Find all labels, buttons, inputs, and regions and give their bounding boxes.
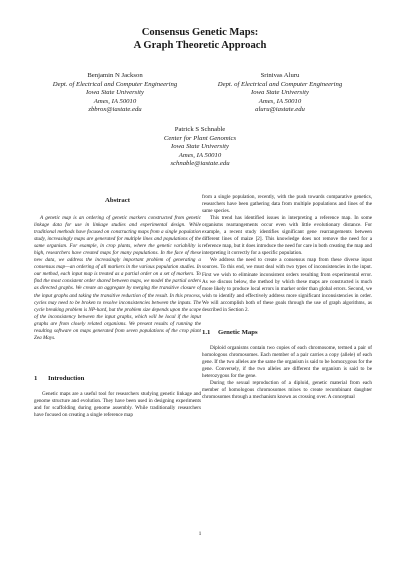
author-univ: Iowa State University xyxy=(171,143,229,151)
intro-paragraph-continued: from a single population, recently, with the push towards comparative genetics, researchers have been gathering data from multiple populations and lines of the same species. xyxy=(202,194,372,215)
author-block-1 xyxy=(40,72,190,115)
section-title: Genetic Maps xyxy=(218,328,258,336)
section-title: Introduction xyxy=(48,374,85,382)
author-city: Ames, IA 50010 xyxy=(178,151,222,159)
paper-title xyxy=(0,26,400,52)
genetic-maps-paragraph-2: During the sexual reproduction of a diploid, genetic material from each member of homologous chromosomes mixes to create recombinant daughter chromosomes through a mechanism known as crossing over. A conceptual xyxy=(202,380,372,401)
author-name: Srinivas Aluru xyxy=(260,72,300,79)
title-line-1: Consensus Genetic Maps: xyxy=(141,27,259,38)
intro-paragraph-3: We address the need to create a consensus map from these diverse input sources. To this end, we must deal with two types of inconsistencies in the input. First we wish to eliminate inconsistent orders resulting from experimental error. As we discuss below, the method by which these maps are constructed is much more likely to produce local errors in marker order than global errors. Second, we wish to identify and effectively address more significant inconsistencies in order. We will accomplish both of these goals through the use of graph algorithms, as described in Section 2. xyxy=(202,257,372,313)
abstract-text: A genetic map is an ordering of genetic markers constructed from genetic linkage data for use in linkage studies and experimental design. While traditional methods have focused on constructing maps from a single population study, increasingly maps are generated for multiple lines and populations of the same organism. For example, in crop plants, where the genetic variability is high, researchers have created maps for many populations. In the face of these new data, we address the increasingly important problem of generating a consensus map—an ordering of all markers in the various population studies. In our method, each input map is treated as a partial order on a set of markers. To find the most consistent order shared between maps, we model the partial orders as directed graphs. We create an aggregate by merging the transitive closure of the input graphs and taking the transitive reduction of the result. In this process, cycles may need to be broken to resolve inconsistencies between the inputs. The cycle breaking problem is NP-hard, but the problem size depends upon the scope of the inconsistency between the input graphs, which will be local if the input graphs are from closely related organisms. We present results of running the resulting software on maps generated from seven populations of the crop plant Zea Mays. xyxy=(34,215,201,341)
author-name: Benjamin N Jackson xyxy=(87,72,143,79)
section-heading-genetic-maps xyxy=(202,328,372,337)
author-dept: Dept. of Electrical and Computer Engineering xyxy=(217,80,343,88)
right-column xyxy=(202,194,372,401)
author-email: schnable@iastate.edu xyxy=(170,160,230,168)
genetic-maps-paragraph-1: Diploid organisms contain two copies of each chromosome, termed a pair of homologous chromosomes. Each member of a pair carries a copy (allele) of each gene. If the two alleles are the same the organism is said to be homozygous for the gene. Conversely, if the two alleles are different the organism is said to be heterozygous for the gene. xyxy=(202,344,372,379)
author-univ: Iowa State University xyxy=(86,89,144,97)
author-email: zbbrox@iastate.edu xyxy=(88,106,142,114)
author-dept: Dept. of Electrical and Computer Engineering xyxy=(52,80,178,88)
abstract-heading: Abstract xyxy=(105,197,130,204)
intro-paragraph-2: This trend has identified issues in interpreting a reference map. In some organisms rearrangements occur even with little evolutionary distance. For example, a recent study identifies significant gene rearrangements between different lines of maize [2]. This knowledge does not remove the need for a reference map, but it does introduce the need for care in both creating the map and interpreting it correctly for a specific population. xyxy=(202,215,372,257)
left-column xyxy=(34,196,201,419)
author-dept: Center for Plant Genomics xyxy=(163,134,237,142)
page-number: 1 xyxy=(198,531,202,537)
author-name: Patrick S Schnable xyxy=(174,126,226,133)
author-city: Ames, IA 50010 xyxy=(93,97,137,105)
author-city: Ames, IA 50010 xyxy=(258,97,302,105)
intro-paragraph-1: Genetic maps are a useful tool for researchers studying genetic linkage and genome structure and evolution. They have been used in designing experiments and for scaffolding during genome assembly. While traditionally researchers have focused on creating a single reference map xyxy=(34,390,201,418)
section-heading-introduction xyxy=(34,374,201,383)
author-univ: Iowa State University xyxy=(251,89,309,97)
author-email: aluru@iastate.edu xyxy=(255,106,305,114)
section-number: 1 xyxy=(34,374,38,382)
author-block-3 xyxy=(125,126,275,169)
title-line-2: A Graph Theoretic Approach xyxy=(133,40,267,51)
section-number: 1.1 xyxy=(202,328,211,336)
author-block-2 xyxy=(204,72,356,115)
